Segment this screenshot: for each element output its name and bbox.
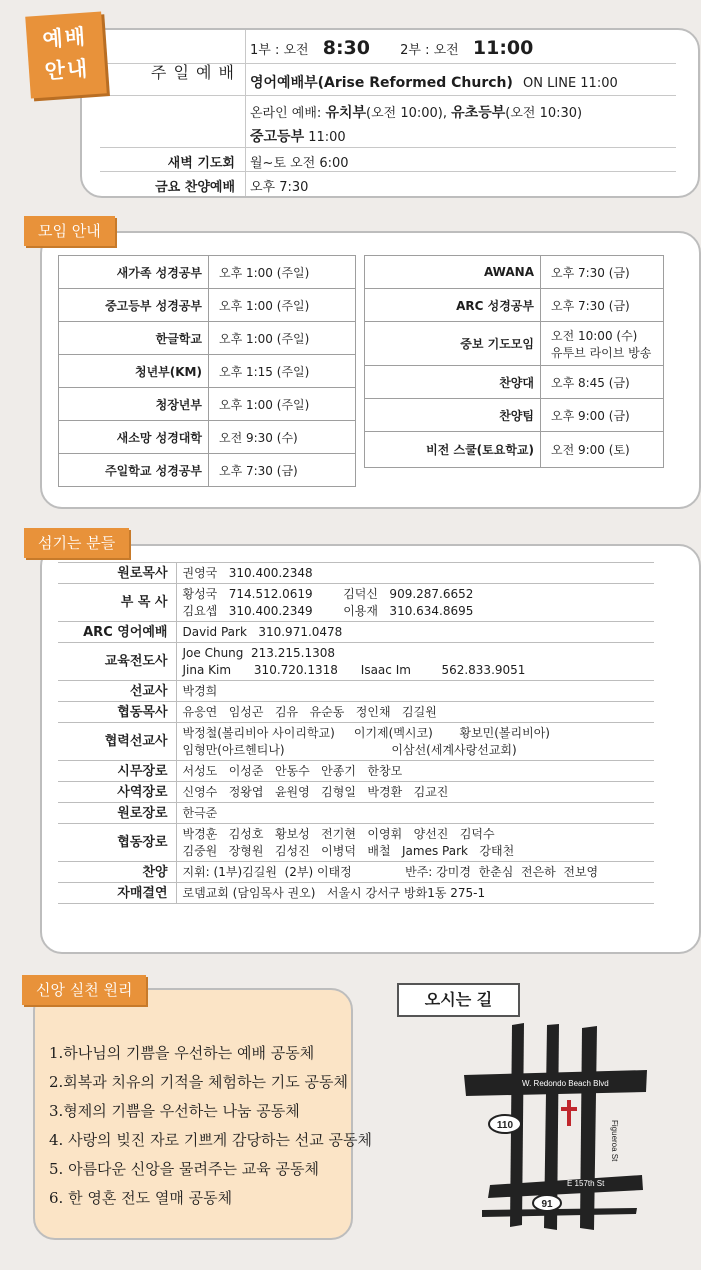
meeting-row xyxy=(365,432,664,468)
staff-role: 부 목 사 xyxy=(58,584,176,622)
meetings-left-table xyxy=(58,255,356,487)
meeting-label: AWANA xyxy=(365,256,541,289)
meeting-label: 찬양팀 xyxy=(365,399,541,432)
staff-row xyxy=(58,862,654,883)
faith-item: 6. 한 영혼 전도 열매 공동체 xyxy=(49,1189,233,1207)
staff-line: 유응연 임성곤 김유 유순동 정인채 김길원 xyxy=(182,704,437,719)
meeting-row xyxy=(59,355,356,388)
worship-card xyxy=(80,28,700,198)
meeting-label: 한글학교 xyxy=(59,322,209,355)
meeting-label: 새소망 성경대학 xyxy=(59,421,209,454)
service1-label: 1부 : 오전 xyxy=(250,43,309,58)
staff-names xyxy=(176,702,654,723)
staff-tab: 섬기는 분들 xyxy=(24,528,129,558)
faith-card xyxy=(33,988,372,1240)
staff-card xyxy=(40,544,701,954)
staff-row xyxy=(58,824,654,862)
meetings-card xyxy=(40,231,701,509)
online-prefix: 온라인 예배: xyxy=(250,106,326,121)
meeting-row xyxy=(365,399,664,432)
staff-names xyxy=(176,723,654,761)
staff-names xyxy=(176,761,654,782)
friday-worship-value: 오후 7:30 xyxy=(250,180,309,195)
staff-role: 원로장로 xyxy=(58,803,176,824)
staff-line: 박정철(볼리비아 사이리학교) 이기제(멕시코) 황보민(볼리비아) xyxy=(182,725,550,740)
youth-name: 중고등부 xyxy=(250,129,305,145)
church-cross-icon xyxy=(561,1100,577,1126)
staff-names xyxy=(176,584,654,622)
meeting-time: 오후 7:30 (금) xyxy=(541,289,664,322)
meetings-tab: 모임 안내 xyxy=(24,216,115,246)
staff-line: 서성도 이성준 안동수 안종기 한창모 xyxy=(182,763,403,778)
meeting-label: 새가족 성경공부 xyxy=(59,256,209,289)
staff-table xyxy=(58,562,654,904)
staff-row xyxy=(58,761,654,782)
staff-row xyxy=(58,723,654,761)
meeting-row xyxy=(365,256,664,289)
elem-time: (오전 10:30) xyxy=(505,106,583,121)
meeting-row xyxy=(365,289,664,322)
meeting-time: 오후 1:00 (주일) xyxy=(209,388,356,421)
meeting-row xyxy=(59,322,356,355)
meeting-label: 비전 스쿨(토요학교) xyxy=(365,432,541,468)
staff-line: David Park 310.971.0478 xyxy=(182,624,343,639)
fwy-91-label: 91 xyxy=(541,1199,553,1210)
meeting-row xyxy=(59,289,356,322)
meeting-time: 오후 7:30 (금) xyxy=(209,454,356,487)
faith-tab: 신앙 실천 원리 xyxy=(22,975,146,1005)
elem-name: 유초등부 xyxy=(451,105,506,121)
meeting-time xyxy=(541,322,664,366)
directions-title: 오시는 길 xyxy=(397,983,520,1017)
meeting-time: 오전 9:00 (토) xyxy=(541,432,664,468)
meeting-time: 오후 9:00 (금) xyxy=(541,399,664,432)
staff-names xyxy=(176,824,654,862)
staff-role: 교육전도사 xyxy=(58,643,176,681)
staff-row xyxy=(58,584,654,622)
staff-line: 황성국 714.512.0619 김덕신 909.287.6652 xyxy=(182,586,474,601)
fwy-110-label: 110 xyxy=(496,1120,514,1131)
meeting-label: 중고등부 성경공부 xyxy=(59,289,209,322)
faith-item: 4. 사랑의 빚진 자로 기쁘게 감당하는 선교 공동체 xyxy=(49,1131,372,1149)
freeway-91-shield xyxy=(533,1195,561,1211)
road-figueroa xyxy=(580,1026,597,1230)
dawn-prayer-value: 월~토 오전 6:00 xyxy=(250,156,349,171)
meeting-row xyxy=(59,256,356,289)
staff-row xyxy=(58,803,654,824)
dawn-prayer-label: 새벽 기도회 xyxy=(167,156,235,171)
meeting-label: 찬양대 xyxy=(365,366,541,399)
staff-role: 협력선교사 xyxy=(58,723,176,761)
staff-role: 사역장로 xyxy=(58,782,176,803)
staff-role: 자매결연 xyxy=(58,883,176,904)
freeway-110-shield xyxy=(489,1115,521,1133)
meeting-time: 오전 9:30 (수) xyxy=(209,421,356,454)
staff-row xyxy=(58,643,654,681)
staff-role: ARC 영어예배 xyxy=(58,622,176,643)
staff-role: 협동장로 xyxy=(58,824,176,862)
badge-line2: 안내 xyxy=(43,56,91,84)
meeting-row xyxy=(59,421,356,454)
faith-item: 2.회복과 치유의 기적을 체험하는 기도 공동체 xyxy=(49,1073,348,1091)
friday-worship-label: 금요 찬양예배 xyxy=(155,180,235,195)
staff-names xyxy=(176,862,654,883)
faith-item: 3.형제의 기쁨을 우선하는 나눔 공동체 xyxy=(49,1102,300,1120)
staff-line: 신영수 정왕엽 윤원영 김형일 박경환 김교진 xyxy=(182,784,449,799)
staff-row xyxy=(58,563,654,584)
street-top-label: W. Redondo Beach Blvd xyxy=(522,1079,609,1088)
youth-time: 11:00 xyxy=(304,130,346,145)
staff-role: 시무장로 xyxy=(58,761,176,782)
staff-names xyxy=(176,782,654,803)
service2-label: 2부 : 오전 xyxy=(400,43,459,58)
meeting-label: 주일학교 성경공부 xyxy=(59,454,209,487)
staff-role: 찬양 xyxy=(58,862,176,883)
staff-role: 협동목사 xyxy=(58,702,176,723)
staff-line: Jina Kim 310.720.1318 Isaac Im 562.833.9051 xyxy=(182,662,526,677)
meeting-time: 오후 1:15 (주일) xyxy=(209,355,356,388)
street-bottom-label: E 157th St xyxy=(567,1179,605,1188)
kinder-time: (오전 10:00), xyxy=(366,106,452,121)
staff-role: 원로목사 xyxy=(58,563,176,584)
road-91 xyxy=(482,1208,637,1217)
meeting-time: 오후 7:30 (금) xyxy=(541,256,664,289)
staff-row xyxy=(58,782,654,803)
meeting-row xyxy=(59,388,356,421)
meeting-label: 중보 기도모임 xyxy=(365,322,541,366)
directions-map xyxy=(462,1020,662,1235)
staff-line: 권영국 310.400.2348 xyxy=(182,565,313,580)
meeting-time: 오후 1:00 (주일) xyxy=(209,256,356,289)
english-service-label: 영어예배부(Arise Reformed Church) xyxy=(250,75,513,91)
staff-names xyxy=(176,622,654,643)
english-service-detail: ON LINE 11:00 xyxy=(523,76,618,91)
meeting-time: 오후 1:00 (주일) xyxy=(209,289,356,322)
kinder-name: 유치부 xyxy=(325,105,367,121)
staff-names xyxy=(176,681,654,702)
staff-names xyxy=(176,563,654,584)
staff-line: 지휘: (1부)김길원 (2부) 이태정 반주: 강미경 한춘심 전은하 전보영 xyxy=(182,864,599,879)
service1-time: 8:30 xyxy=(322,37,370,59)
worship-row-services xyxy=(100,30,676,64)
staff-line: 임형만(아르헨티나) 이삼선(세계사랑선교회) xyxy=(182,742,517,757)
staff-line: 한극준 xyxy=(182,805,218,820)
meeting-time: 오후 1:00 (주일) xyxy=(209,322,356,355)
meeting-row xyxy=(365,366,664,399)
meeting-label: 청장년부 xyxy=(59,388,209,421)
sunday-worship-label: 주 일 예 배 xyxy=(150,63,235,82)
staff-line: Joe Chung 213.215.1308 xyxy=(182,645,335,660)
staff-line: 박경희 xyxy=(182,683,218,698)
worship-badge xyxy=(25,11,107,98)
meetings-right-table xyxy=(364,255,664,468)
staff-line: 김요셉 310.400.2349 이용재 310.634.8695 xyxy=(182,603,474,618)
meeting-label: ARC 성경공부 xyxy=(365,289,541,322)
staff-row xyxy=(58,702,654,723)
meeting-time-line: 유투브 라이브 방송 xyxy=(551,345,652,360)
staff-names xyxy=(176,643,654,681)
staff-line: 로뎀교회 (담임목사 권오) 서울시 강서구 방화1동 275-1 xyxy=(182,885,486,900)
service2-time: 11:00 xyxy=(472,37,534,59)
meeting-time-line: 오전 10:00 (수) xyxy=(551,328,638,343)
meeting-label: 청년부(KM) xyxy=(59,355,209,388)
badge-line1: 예배 xyxy=(41,24,88,52)
meeting-row xyxy=(365,322,664,366)
staff-row xyxy=(58,681,654,702)
staff-line: 김중원 장형원 김성진 이병덕 배철 James Park 강태천 xyxy=(182,843,515,858)
staff-row xyxy=(58,883,654,904)
faith-item: 5. 아름다운 신앙을 물려주는 교육 공동체 xyxy=(49,1160,319,1178)
staff-names xyxy=(176,803,654,824)
street-side-label: Figueroa St xyxy=(610,1120,619,1162)
meeting-row xyxy=(59,454,356,487)
staff-role: 선교사 xyxy=(58,681,176,702)
meeting-time: 오후 8:45 (금) xyxy=(541,366,664,399)
faith-item: 1.하나님의 기쁨을 우선하는 예배 공동체 xyxy=(49,1044,315,1062)
staff-line: 박경훈 김성호 황보성 전기현 이영휘 양선진 김덕수 xyxy=(182,826,495,841)
staff-names xyxy=(176,883,654,904)
staff-row xyxy=(58,622,654,643)
